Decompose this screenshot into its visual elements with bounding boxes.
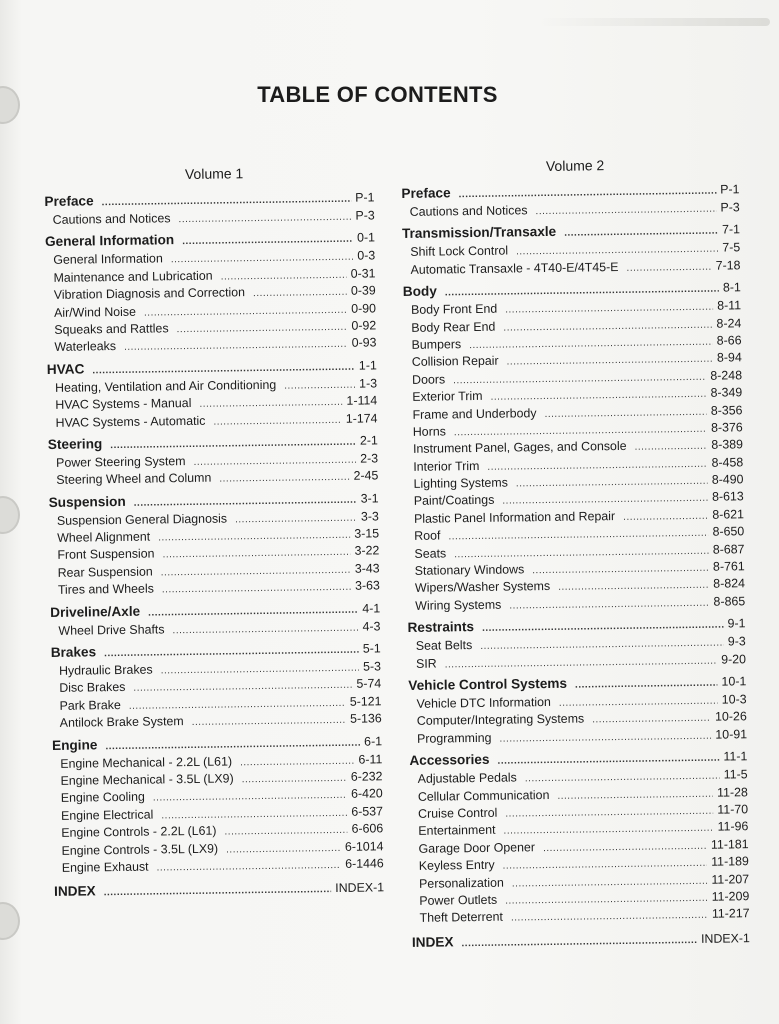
dot-leader — [182, 234, 353, 247]
toc-entry-page: 3-63 — [354, 578, 380, 593]
toc-entry-page: P-3 — [355, 208, 375, 223]
toc-entry-page: 8-94 — [716, 350, 742, 365]
dot-leader — [559, 696, 718, 709]
section-heading-label: Accessories — [409, 751, 490, 769]
dot-leader — [634, 441, 707, 453]
dot-leader — [564, 226, 718, 239]
toc-entry-label: Computer/Integrating Systems — [416, 711, 585, 729]
section-heading-page: 4-1 — [362, 600, 381, 616]
toc-section — [401, 181, 739, 222]
toc-entry-page: 1-174 — [345, 410, 378, 426]
dot-leader — [461, 935, 697, 949]
toc-entry-page: 0-93 — [351, 335, 377, 351]
dot-leader — [516, 476, 708, 490]
scan-streak — [540, 18, 770, 26]
dot-leader — [502, 493, 708, 507]
toc-section — [48, 432, 379, 490]
toc-entry-page: 11-189 — [711, 854, 749, 869]
toc-entry-page: 0-92 — [351, 318, 377, 333]
dot-leader — [623, 511, 708, 523]
dot-leader — [505, 893, 708, 907]
toc-entry-label: Cautions and Notices — [52, 211, 171, 227]
toc-entry-page: 10-26 — [715, 709, 747, 725]
toc-entry-label: Paint/Coatings — [413, 493, 495, 509]
toc-entry-page: 7-18 — [715, 258, 741, 273]
section-heading-label: Vehicle Control Systems — [408, 675, 568, 693]
toc-section — [49, 490, 380, 601]
section-heading-page: 11-1 — [723, 749, 748, 764]
toc-entry-label: Shift Lock Control — [410, 243, 509, 260]
toc-entry-label: Roof — [414, 528, 441, 544]
section-heading-label: Body — [402, 283, 437, 300]
toc-entry-label: Hydraulic Brakes — [58, 662, 153, 678]
toc-entry-label: General Information — [53, 251, 163, 268]
toc-entry-page: 3-15 — [354, 526, 380, 541]
toc-entry-label: Stationary Windows — [414, 562, 525, 578]
section-heading-label: Preface — [44, 193, 94, 209]
toc-entry-label: Lighting Systems — [413, 475, 508, 491]
dot-leader — [213, 414, 342, 427]
dot-leader — [509, 598, 709, 612]
dot-leader — [482, 620, 724, 634]
dot-leader — [161, 565, 351, 579]
toc-entry-label: Vibration Diagnosis and Correction — [53, 285, 246, 303]
toc-entry-label: Theft Deterrent — [419, 909, 504, 926]
toc-section — [408, 673, 747, 749]
toc-entry-page: 8-650 — [712, 524, 745, 539]
toc-entry-page: 8-621 — [712, 507, 745, 522]
dot-leader — [284, 379, 355, 391]
toc-entry-page: 8-490 — [711, 472, 744, 487]
toc-entry-page: 8-761 — [712, 559, 745, 574]
dot-leader — [448, 528, 708, 543]
toc-entry-page: 11-209 — [711, 889, 750, 904]
dot-leader — [162, 582, 351, 596]
section-heading-page: 3-1 — [360, 491, 379, 506]
toc-entry-page: 4-3 — [362, 618, 381, 634]
dot-leader — [469, 337, 713, 351]
section-heading-page: 8-1 — [722, 280, 741, 295]
toc-entry-label: Engine Cooling — [60, 790, 145, 806]
dot-leader — [177, 322, 348, 335]
toc-entry-page: 11-181 — [710, 836, 749, 852]
section-heading-label: Brakes — [50, 644, 97, 660]
dot-leader — [544, 406, 706, 419]
toc-entry-page: 8-687 — [712, 541, 745, 557]
toc-entry-label: Adjustable Pedals — [417, 770, 517, 786]
section-heading-label: Suspension — [48, 493, 126, 510]
toc-entry-page: 6-1014 — [344, 838, 384, 854]
index-entry-page: INDEX-1 — [700, 930, 750, 946]
dot-leader — [445, 284, 719, 299]
toc-entry-page: 0-90 — [351, 300, 377, 316]
toc-entry-page: 8-389 — [711, 437, 744, 452]
toc-entry-label: Bumpers — [411, 337, 462, 352]
dot-leader — [199, 397, 342, 410]
toc-entry-label: Front Suspension — [57, 546, 155, 563]
section-heading-page: P-1 — [720, 182, 740, 197]
dot-leader — [172, 622, 358, 636]
toc-entry — [48, 469, 378, 491]
toc-entry-page: 0-3 — [357, 248, 376, 264]
toc-entry-page: 11-96 — [717, 819, 749, 834]
toc-entry-page: 11-5 — [723, 767, 748, 782]
dot-leader — [575, 678, 718, 691]
toc-entry-label: Doors — [411, 372, 446, 387]
dot-leader — [129, 698, 346, 712]
dot-leader — [134, 494, 357, 508]
toc-entry — [408, 652, 746, 674]
toc-entry-label: Power Steering System — [56, 453, 186, 470]
dot-leader — [557, 788, 713, 801]
toc-section — [44, 189, 374, 230]
toc-entry-label: Tires and Wheels — [57, 581, 154, 598]
toc-entry-page: 6-232 — [350, 769, 383, 784]
toc-section — [402, 222, 741, 280]
dot-leader — [516, 244, 718, 258]
toc-entry-label: Horns — [412, 424, 446, 439]
index-entry-label: INDEX — [54, 883, 96, 900]
toc-entry — [50, 619, 380, 641]
toc-entry-page: 9-3 — [727, 634, 746, 649]
dot-leader — [532, 563, 709, 576]
toc-section — [403, 279, 746, 616]
section-heading-page: 9-1 — [727, 616, 746, 631]
toc-entry-page: 2-45 — [353, 468, 379, 484]
toc-entry-label: Keyless Entry — [418, 857, 495, 873]
toc-entry-label: Park Brake — [59, 697, 121, 713]
dot-leader — [480, 638, 724, 652]
dot-leader — [459, 186, 717, 201]
dot-leader — [153, 790, 347, 804]
toc-entry-page: 8-349 — [710, 385, 743, 400]
toc-entry-label: Wipers/Washer Systems — [414, 579, 551, 596]
toc-entry-label: Cautions and Notices — [409, 203, 528, 219]
toc-entry-label: Air/Wind Noise — [53, 304, 137, 320]
toc-entry — [46, 336, 376, 358]
toc-entry-label: Body Rear End — [411, 319, 496, 335]
toc-entry — [54, 856, 384, 878]
toc-section — [51, 640, 382, 733]
dot-leader — [124, 339, 348, 353]
toc-entry-label: Engine Mechanical - 2.2L (L61) — [60, 754, 233, 771]
toc-entry-page: 11-207 — [711, 871, 750, 887]
dot-leader — [157, 860, 342, 874]
dot-leader — [92, 361, 355, 376]
dot-leader — [110, 437, 356, 451]
dot-leader — [105, 737, 360, 752]
dot-leader — [503, 823, 713, 837]
section-heading-page: 1-1 — [358, 358, 377, 373]
toc-entry-label: Engine Controls - 3.5L (LX9) — [61, 841, 219, 858]
toc-entry-page: 11-28 — [716, 784, 748, 800]
toc-entry-label: Seat Belts — [415, 638, 473, 654]
toc-entry-label: Automatic Transaxle - 4T40-E/4T45-E — [410, 259, 619, 277]
dot-leader — [161, 663, 360, 677]
dot-leader — [194, 455, 357, 468]
dot-leader — [535, 204, 716, 218]
toc-entry-label: Maintenance and Lubrication — [53, 268, 213, 285]
toc-entry — [52, 712, 382, 734]
toc-entry-label: Squeaks and Rattles — [54, 321, 169, 337]
toc-entry-page: 3-3 — [360, 509, 379, 524]
toc-entry — [407, 594, 745, 616]
dot-leader — [525, 771, 720, 785]
section-heading-label: Preface — [401, 185, 451, 201]
toc-entry-page: 2-3 — [360, 451, 379, 466]
toc-entry-page: 10-91 — [715, 726, 748, 742]
section-heading-page: P-1 — [355, 190, 375, 205]
toc-entry-page: 8-11 — [717, 298, 742, 313]
toc-entry-label: Waterleaks — [54, 339, 117, 355]
dot-leader — [505, 806, 713, 820]
toc-entry — [411, 906, 749, 928]
toc-entry-label: Exterior Trim — [412, 389, 483, 404]
toc-entry — [409, 727, 747, 749]
dot-leader — [102, 194, 352, 208]
toc-entry-label: Frame and Underbody — [412, 405, 537, 422]
dot-leader — [104, 645, 359, 660]
dot-leader — [507, 354, 714, 368]
toc-entry — [50, 579, 380, 601]
volume-1-column — [44, 163, 384, 901]
section-heading-label: Restraints — [407, 619, 475, 636]
dot-leader — [192, 715, 346, 728]
dot-leader — [148, 604, 358, 618]
toc-entry-label: Cruise Control — [418, 805, 498, 821]
toc-entry — [402, 258, 740, 280]
section-heading-label: Engine — [51, 736, 98, 753]
toc-entry-page: 0-31 — [350, 266, 376, 281]
toc-entry-page: P-3 — [720, 200, 740, 215]
toc-entry-label: Instrument Panel, Gages, and Console — [412, 439, 627, 457]
toc-entry-page: 8-66 — [716, 333, 742, 348]
dot-leader — [445, 655, 718, 670]
toc-entry-label: Wiring Systems — [415, 597, 502, 613]
section-heading-label: Steering — [47, 436, 103, 452]
toc-entry-page: 5-3 — [362, 659, 382, 674]
toc-entry-page: 8-865 — [713, 594, 746, 609]
toc-entry-label: Wheel Alignment — [57, 529, 151, 545]
dot-leader — [235, 512, 357, 525]
toc-entry-page: 6-1446 — [345, 856, 384, 871]
toc-entry-page: 11-217 — [711, 906, 750, 922]
toc-section — [47, 357, 378, 433]
section-heading-label: Transmission/Transaxle — [401, 224, 557, 242]
dot-leader — [219, 472, 349, 485]
toc-entry-label: Antilock Brake System — [59, 714, 184, 731]
toc-entry-page: 8-248 — [710, 367, 743, 383]
toc-entry-page: 8-824 — [713, 576, 746, 592]
toc-entry-page: 8-613 — [711, 489, 744, 505]
section-heading-label: General Information — [44, 232, 175, 250]
dot-leader — [133, 680, 352, 694]
toc-section — [45, 230, 377, 358]
dot-leader — [224, 825, 347, 838]
dot-leader — [505, 302, 713, 316]
volume-2-column — [401, 155, 750, 952]
toc-entry-page: 8-376 — [710, 420, 743, 435]
toc-entry — [47, 411, 377, 433]
dot-leader — [543, 841, 707, 854]
toc-entry-page: 9-20 — [721, 651, 747, 667]
dot-leader — [511, 910, 708, 924]
toc-entry-page: 11-70 — [717, 802, 749, 817]
dot-leader — [487, 458, 707, 472]
section-heading-page: 7-1 — [721, 222, 741, 237]
toc-entry-page: 6-420 — [350, 786, 383, 802]
toc-section — [407, 615, 746, 673]
toc-entry-label: Programming — [416, 730, 492, 746]
toc-entry-page: 5-121 — [349, 694, 382, 709]
toc-entry-label: HVAC Systems - Automatic — [55, 413, 206, 430]
dot-leader — [626, 261, 711, 273]
toc-section — [409, 748, 749, 928]
dot-leader — [453, 371, 706, 386]
toc-entry-label: HVAC Systems - Manual — [55, 396, 192, 412]
toc-entry-label: Steering Wheel and Column — [56, 470, 212, 488]
dot-leader — [226, 842, 341, 855]
binder-hole-bottom — [0, 902, 20, 940]
toc-entry-label: Plastic Panel Information and Repair — [413, 508, 616, 526]
toc-entry-label: Personalization — [419, 875, 504, 891]
dot-leader — [592, 713, 711, 726]
toc-entry-label: Engine Mechanical - 3.5L (LX9) — [60, 771, 234, 788]
toc-entry-label: Suspension General Diagnosis — [56, 511, 228, 528]
toc-entry-label: Engine Electrical — [60, 807, 154, 823]
dot-leader — [512, 875, 708, 889]
toc-entry-label: Seats — [414, 546, 447, 561]
toc-entry-label: Entertainment — [418, 823, 496, 839]
section-heading-label: HVAC — [46, 361, 85, 377]
toc-entry-label: Body Front End — [410, 301, 498, 318]
index-entry — [412, 930, 750, 952]
toc-entry-page: 8-458 — [711, 454, 744, 470]
toc-entry-label: Power Outlets — [419, 892, 498, 908]
toc-entry-page: 3-22 — [354, 543, 380, 559]
toc-entry-page: 8-24 — [716, 315, 742, 331]
dot-leader — [162, 547, 350, 561]
toc-entry-page: 10-3 — [721, 692, 747, 707]
toc-entry-page: 3-43 — [354, 561, 380, 576]
toc-entry-page: 6-606 — [351, 821, 384, 836]
dot-leader — [454, 545, 709, 560]
toc-entry-label: Disc Brakes — [59, 680, 126, 696]
dot-leader — [253, 287, 347, 299]
toc-entry — [402, 200, 740, 222]
dot-leader — [158, 530, 350, 544]
volume-2-title: Volume 2 — [545, 157, 605, 174]
section-heading-page: 2-1 — [359, 433, 378, 448]
section-heading-page: 5-1 — [362, 641, 381, 656]
dot-leader — [497, 753, 719, 767]
dot-leader — [221, 270, 347, 283]
volume-1-title: Volume 1 — [184, 165, 244, 183]
toc-entry-page: 8-356 — [710, 402, 743, 418]
index-entry-page: INDEX-1 — [335, 880, 385, 896]
toc-entry-page: 6-11 — [358, 751, 383, 767]
dot-leader — [144, 304, 347, 318]
dot-leader — [171, 252, 354, 266]
toc-entry-label: Collision Repair — [411, 354, 499, 370]
toc-entry-page: 5-74 — [356, 676, 382, 692]
toc-section — [52, 733, 384, 878]
toc-entry-label: Rear Suspension — [57, 564, 153, 580]
toc-section — [50, 600, 380, 641]
dot-leader — [499, 730, 711, 744]
dot-leader — [558, 580, 709, 593]
toc-entry-page: 1-3 — [359, 376, 378, 391]
toc-entry — [45, 208, 375, 230]
toc-entry-label: Garage Door Opener — [418, 839, 536, 856]
toc-entry-label: Interior Trim — [413, 458, 480, 474]
section-heading-page: 0-1 — [356, 230, 376, 246]
dot-leader — [454, 424, 707, 439]
section-heading-page: 10-1 — [721, 674, 747, 689]
dot-leader — [104, 884, 332, 898]
index-entry-label: INDEX — [411, 934, 454, 950]
dot-leader — [503, 319, 712, 333]
toc-entry-page: 7-5 — [722, 240, 741, 255]
dot-leader — [161, 808, 347, 822]
toc-entry-page: 1-114 — [346, 393, 378, 408]
toc-entry-page: 5-136 — [349, 711, 382, 726]
toc-entry-label: SIR — [415, 656, 437, 671]
dot-leader — [242, 773, 347, 785]
dot-leader — [240, 755, 355, 768]
toc-entry-label: Cellular Communication — [417, 787, 550, 804]
section-heading-label: Driveline/Axle — [50, 603, 141, 620]
section-heading-page: 6-1 — [364, 733, 383, 749]
toc-entry-label: Engine Controls - 2.2L (L61) — [61, 823, 217, 840]
page-title: TABLE OF CONTENTS — [257, 82, 498, 107]
dot-leader — [178, 212, 351, 225]
toc-entry-label: Engine Exhaust — [61, 859, 149, 875]
binder-hole-middle — [0, 496, 20, 534]
toc-entry-label: Heating, Ventilation and Air Conditioning — [54, 377, 277, 395]
dot-leader — [503, 858, 708, 872]
dot-leader — [490, 389, 706, 403]
toc-entry-page: 0-39 — [350, 283, 376, 298]
toc-entry-label: Vehicle DTC Information — [416, 694, 551, 711]
toc-entry-label: Wheel Drive Shafts — [58, 622, 165, 638]
index-entry — [54, 880, 384, 902]
toc-entry-page: 6-537 — [351, 804, 384, 819]
